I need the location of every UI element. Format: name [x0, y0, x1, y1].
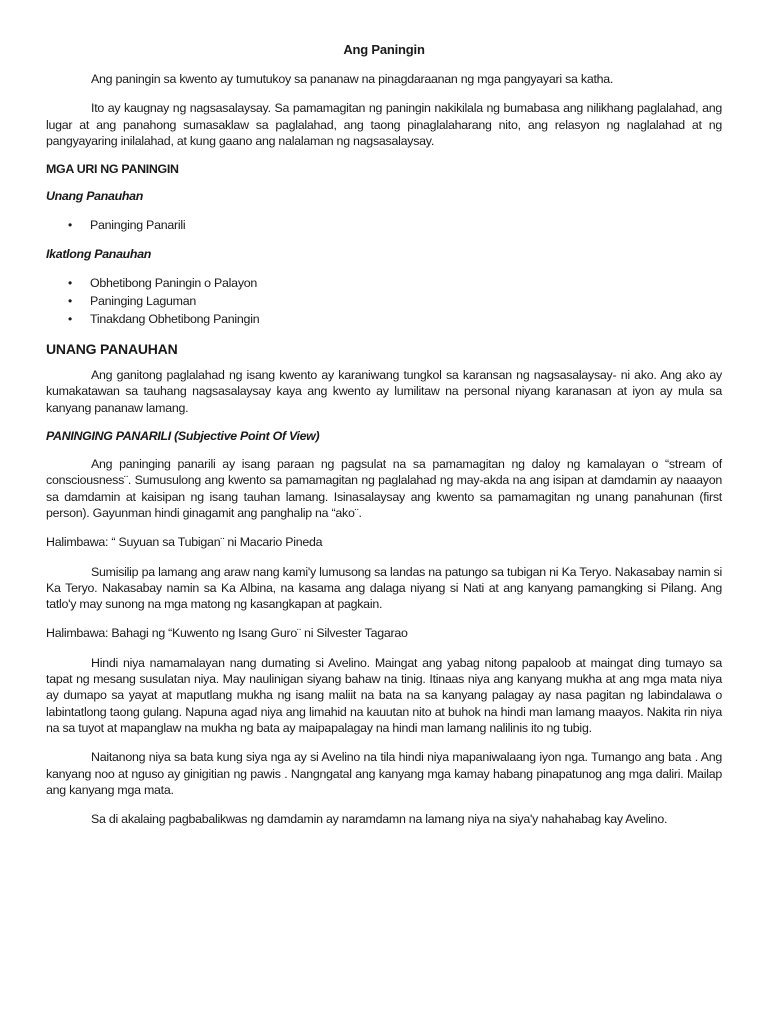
example1-paragraph: Sumisilip pa lamang ang araw nang kami'y lumusong sa landas na patungo sa tubigan ni Ka Teryo. Nakasabay namin si Ka Teryo. Nakasabay namin sa Ka Albina, na kasama ang dalaga niyang si Nati at ang kanyang pamangking si Pilang. Ang tatlo'y may sunong na mga matong ng kasangkapan at pagkain.: [46, 564, 722, 612]
third-person-list: [46, 274, 722, 328]
subjective-heading: PANINGING PANARILI (Subjective Point Of View): [46, 429, 320, 444]
subjective-paragraph: Ang paninging panarili ay isang paraan ng pagsulat na sa pamamagitan ng daloy ng kamalayan o “stream of consciousness¨. Sumusulong ang kwento sa pamamagitan ng paglalahad ng may-akda na ang isipan at damdamin ay naaayon sa damdamin at kaisipan ng isang tauhan lamang. Isinasalaysay ang kwento sa pamamagitan ng unang panahunan (first person). Gayunman hindi ginagamit ang panghalip na “ako¨.: [46, 457, 722, 520]
list-item-label: Tinakdang Obhetibong Paningin: [90, 312, 260, 327]
example2-paragraph-1: Hindi niya namamalayan nang dumating si Avelino. Maingat ang yabag nitong papaloob at maingat ding tumayo sa tapat ng mesang susulatan niya. May naulinigan siyang bahaw na tinig. Itinaas niya ang kanyang mukha at ang mga mata niya ay dumapo sa yayat at maputlang mukha ng isang maliit na bata na sa kanyang palagay ay nasa pagitan ng labindalawa o labintatlong taong gulang. Napuna agad niya ang limahid na kauutan nito at buhok na hindi man lamang maayos. Nakita rin niya na sa tuyot at mapanglaw na mukha ng bata ay maipapalagay na hindi man lamang nalilinis ito ng tubig.: [46, 655, 722, 735]
list-item-label: Paninging Laguman: [90, 294, 196, 309]
list-item: [68, 310, 722, 328]
bullet-icon: •: [68, 276, 72, 291]
list-item-label: Paninging Panarili: [90, 218, 186, 233]
first-person-list: [46, 216, 722, 234]
bullet-icon: •: [68, 218, 72, 233]
third-person-heading: Ikatlong Panauhan: [46, 247, 152, 262]
types-heading: MGA URI NG PANINGIN: [46, 162, 179, 177]
intro-paragraph-1: Ang paningin sa kwento ay tumutukoy sa pananaw na pinagdaraanan ng mga pangyayari sa katha.: [91, 72, 614, 86]
example2-paragraph-3: Sa di akalaing pagbabalikwas ng damdamin ay naramdamn na lamang niya na siya'y nahahabag kay Avelino.: [91, 812, 668, 827]
example2-paragraph-2: Naitanong niya sa bata kung siya nga ay si Avelino na tila hindi niya mapaniwalaang iyon nga. Tumango ang bata . Ang kanyang noo at nguso ay ginigitian ng pawis . Nangngatal ang kanyang mga kamay habang pinapatunog ang mga daliri. Mailap ang kanyang mga mata.: [46, 750, 722, 797]
bullet-icon: •: [68, 294, 72, 309]
bullet-icon: •: [68, 312, 72, 327]
list-item: [68, 292, 722, 310]
first-person-heading: Unang Panauhan: [46, 189, 144, 204]
list-item: [68, 216, 722, 234]
list-item: [68, 274, 722, 292]
document-title: Ang Paningin: [343, 42, 425, 57]
intro-paragraph-2: Ito ay kaugnay ng nagsasalaysay. Sa pamamagitan ng paningin nakikilala ng bumabasa ang nilikhang paglalahad, ang lugar at ang panahong sumasaklaw sa paglalahad, ang taong pinaglalaharang nito, ang relasyon ng naglalahad at ng pangyayaring inilalahad, at kung gaano ang nalalaman ng nagsasalaysay.: [46, 101, 722, 148]
example1-label: Halimbawa: “ Suyuan sa Tubigan¨ ni Macario Pineda: [46, 535, 323, 550]
example2-label: Halimbawa: Bahagi ng “Kuwento ng Isang Guro¨ ni Silvester Tagarao: [46, 626, 408, 641]
list-item-label: Obhetibong Paningin o Palayon: [90, 276, 258, 291]
section-heading: UNANG PANAUHAN: [46, 341, 178, 358]
section-paragraph: Ang ganitong paglalahad ng isang kwento ay karaniwang tungkol sa karansan ng nagsasalaysay- ni ako. Ang ako ay kumakatawan sa tauhang nagsasalaysay kaya ang kwento ay lumilitaw na personal niyang karanasan at iyon ay mula sa kanyang pananaw lamang.: [46, 368, 722, 415]
